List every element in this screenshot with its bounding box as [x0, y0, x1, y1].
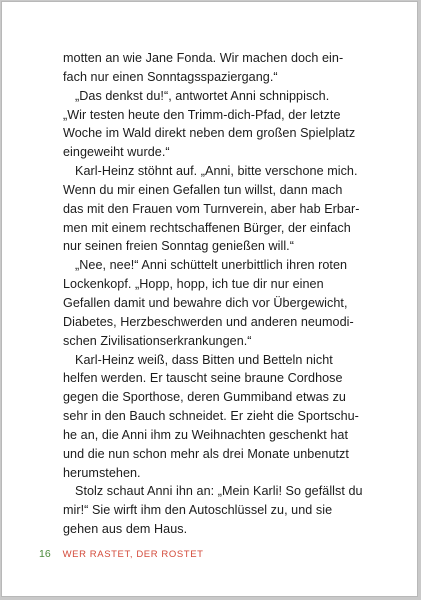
- page-footer: [39, 547, 204, 562]
- text-line: schen Zivilisationserkrankungen.“: [63, 333, 252, 348]
- text-line: sehr in den Bauch schneidet. Er zieht die Sportschu-: [63, 409, 359, 424]
- text-line: nur seinen freien Sonntag genießen will.“: [63, 239, 294, 254]
- book-page: [1, 1, 418, 597]
- text-line: Woche im Wald direkt neben dem großen Spielplatz: [63, 126, 356, 141]
- running-title: WER RASTET, DER ROSTET: [62, 549, 204, 560]
- text-line: „Nee, nee!“ Anni schüttelt unerbittlich ihren roten: [75, 258, 348, 273]
- text-line: und die nun schon mehr als drei Monate unbenutzt: [63, 446, 349, 461]
- text-line: herumstehen.: [63, 465, 141, 480]
- text-line: gehen aus dem Haus.: [63, 522, 188, 537]
- text-line: Lockenkopf. „Hopp, hopp, ich tue dir nur einen: [63, 277, 324, 292]
- text-line: eingeweiht wurde.“: [63, 145, 170, 160]
- text-line: Gefallen damit und bewahre dich vor Übergewicht,: [63, 295, 348, 310]
- text-line: Karl-Heinz weiß, dass Bitten und Betteln nicht: [75, 352, 333, 367]
- text-line: motten an wie Jane Fonda. Wir machen doch ein-: [63, 51, 344, 65]
- body-text: [63, 49, 383, 539]
- page-number: 16: [39, 548, 51, 560]
- text-line: helfen werden. Er tauscht seine braune Cordhose: [63, 371, 343, 386]
- text-line: mir!“ Sie wirft ihm den Autoschlüssel zu, und sie: [63, 503, 333, 518]
- text-line: „Das denkst du!“, antwortet Anni schnippisch.: [75, 88, 330, 103]
- text-line: Diabetes, Herzbeschwerden und anderen neumodi-: [63, 314, 354, 329]
- text-line: gegen die Sporthose, deren Gummiband etwas zu: [63, 390, 346, 405]
- text-line: Karl-Heinz stöhnt auf. „Anni, bitte verschone mich.: [75, 164, 358, 179]
- text-line: Stolz schaut Anni ihn an: „Mein Karli! So gefällst du: [75, 484, 363, 499]
- text-line: Wenn du mir einen Gefallen tun willst, dann mach: [63, 182, 343, 197]
- text-line: „Wir testen heute den Trimm-dich-Pfad, der letzte: [63, 107, 341, 122]
- text-line: men mit einem rechtschaffenen Bürger, der einfach: [63, 220, 351, 235]
- text-line: fach nur einen Sonntagsspaziergang.“: [63, 69, 278, 84]
- text-line: he an, die Anni ihm zu Weihnachten geschenkt hat: [63, 427, 349, 442]
- text-line: das mit den Frauen vom Turnverein, aber hab Erbar-: [63, 201, 360, 216]
